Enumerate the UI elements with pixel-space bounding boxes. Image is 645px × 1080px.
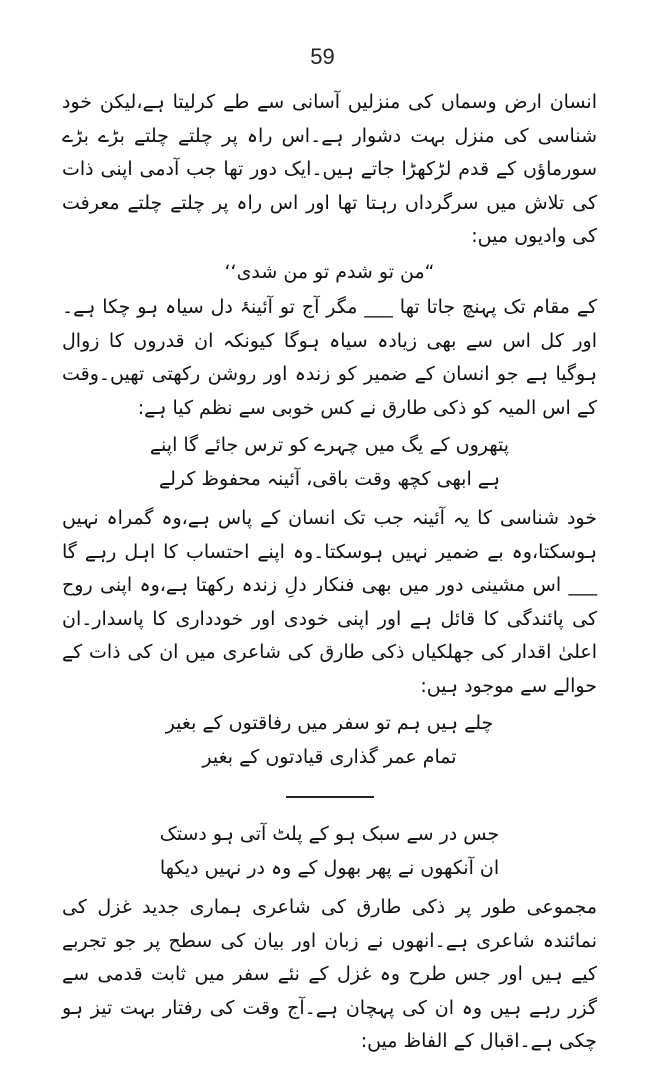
verse-couplet-2 [62,707,597,774]
quote-line: “من تو شدم تو من شدی‘‘ [224,260,435,283]
verse-couplet-1 [62,429,597,496]
page-number: 59 [310,44,335,69]
verse-line: چلے ہیں ہم تو سفر میں رفاقتوں کے بغیر [165,712,494,734]
paragraph-self-awareness: خود شناسی کا یہ آئینہ جب تک انسان کے پاس ہے،وہ گمراہ نہیں ہوسکتا،وہ بے ضمیر نہیں ہوسکتا۔وہ اپنے احتساب کا اہل رہے گا ___ اس مشینی دور میں بھی فنکار دلِ زندہ رکھتا ہے،وہ اپنی روح کی پائندگی کا قائل ہے اور اپنی خودی اور خودداری کا پاسدار۔ان اعلیٰ اقدار کی جھلکیاں ذکی طارق کی شاعری میں ان کی ذات کے حوالے سے موجود ہیں: [62,507,597,697]
verse-line: جس در سے سبک ہو کے پلٹ آتی ہو دستک [159,823,500,845]
verse-line: تمام عمر گذاری قیادتوں کے بغیر [202,745,457,768]
faded-stamp-mark [200,1012,500,1036]
paragraph-mirror: کے مقام تک پہنچ جاتا تھا ___ مگر آج تو آئینۂ دل سیاہ ہو چکا ہے۔اور کل اس سے بھی زیادہ سیاہ ہوگا کیونکہ ان قدروں کا زوال ہوگیا ہے جو انسان کے ضمیر کو زندہ اور روشن رکھتی تھیں۔وقت کے اس المیہ کو ذکی طارق نے کس خوبی سے نظم کیا ہے: [62,296,597,419]
verse-line: ان آنکھوں نے پھر بھول کے وہ در نہیں دیکھا [159,856,500,879]
verse-line: پتھروں کے یگ میں چہرے کو ترس جائے گا اپنے [149,434,510,456]
paragraph-conclusion: مجموعی طور پر ذکی طارق کی شاعری ہماری جدید غزل کی نمائندہ شاعری ہے۔انھوں نے زبان اور بیان کی سطح پر جو تجربے کیے ہیں اور جس طرح وہ غزل کے نئے سفر میں ثابت قدمی سے گزر رہے ہیں وہ ان کی پہچان ہے۔آج وقت کی رفتار بہت تیز ہو چکی ہے۔اقبال کے الفاظ میں: [62,896,597,1052]
verse-couplet-3 [62,818,597,885]
section-divider [286,796,374,798]
verse-line: ہے ابھی کچھ وقت باقی، آئینہ محفوظ کرلے [158,467,501,490]
page-body [62,86,597,1059]
paragraph-intro: انسان ارض وسماں کی منزلیں آسانی سے طے کرلیتا ہے،لیکن خود شناسی کی منزل بہت دشوار ہے۔اس راہ پر چلتے چلتے بڑے بڑے سورماؤں کے قدم لڑکھڑا جاتے ہیں۔ایک دور تھا جب آدمی اپنی ذات کی تلاش میں سرگرداں رہتا تھا اور اس راہ پر چلتے چلتے معرفت کی وادیوں میں: [62,91,597,247]
